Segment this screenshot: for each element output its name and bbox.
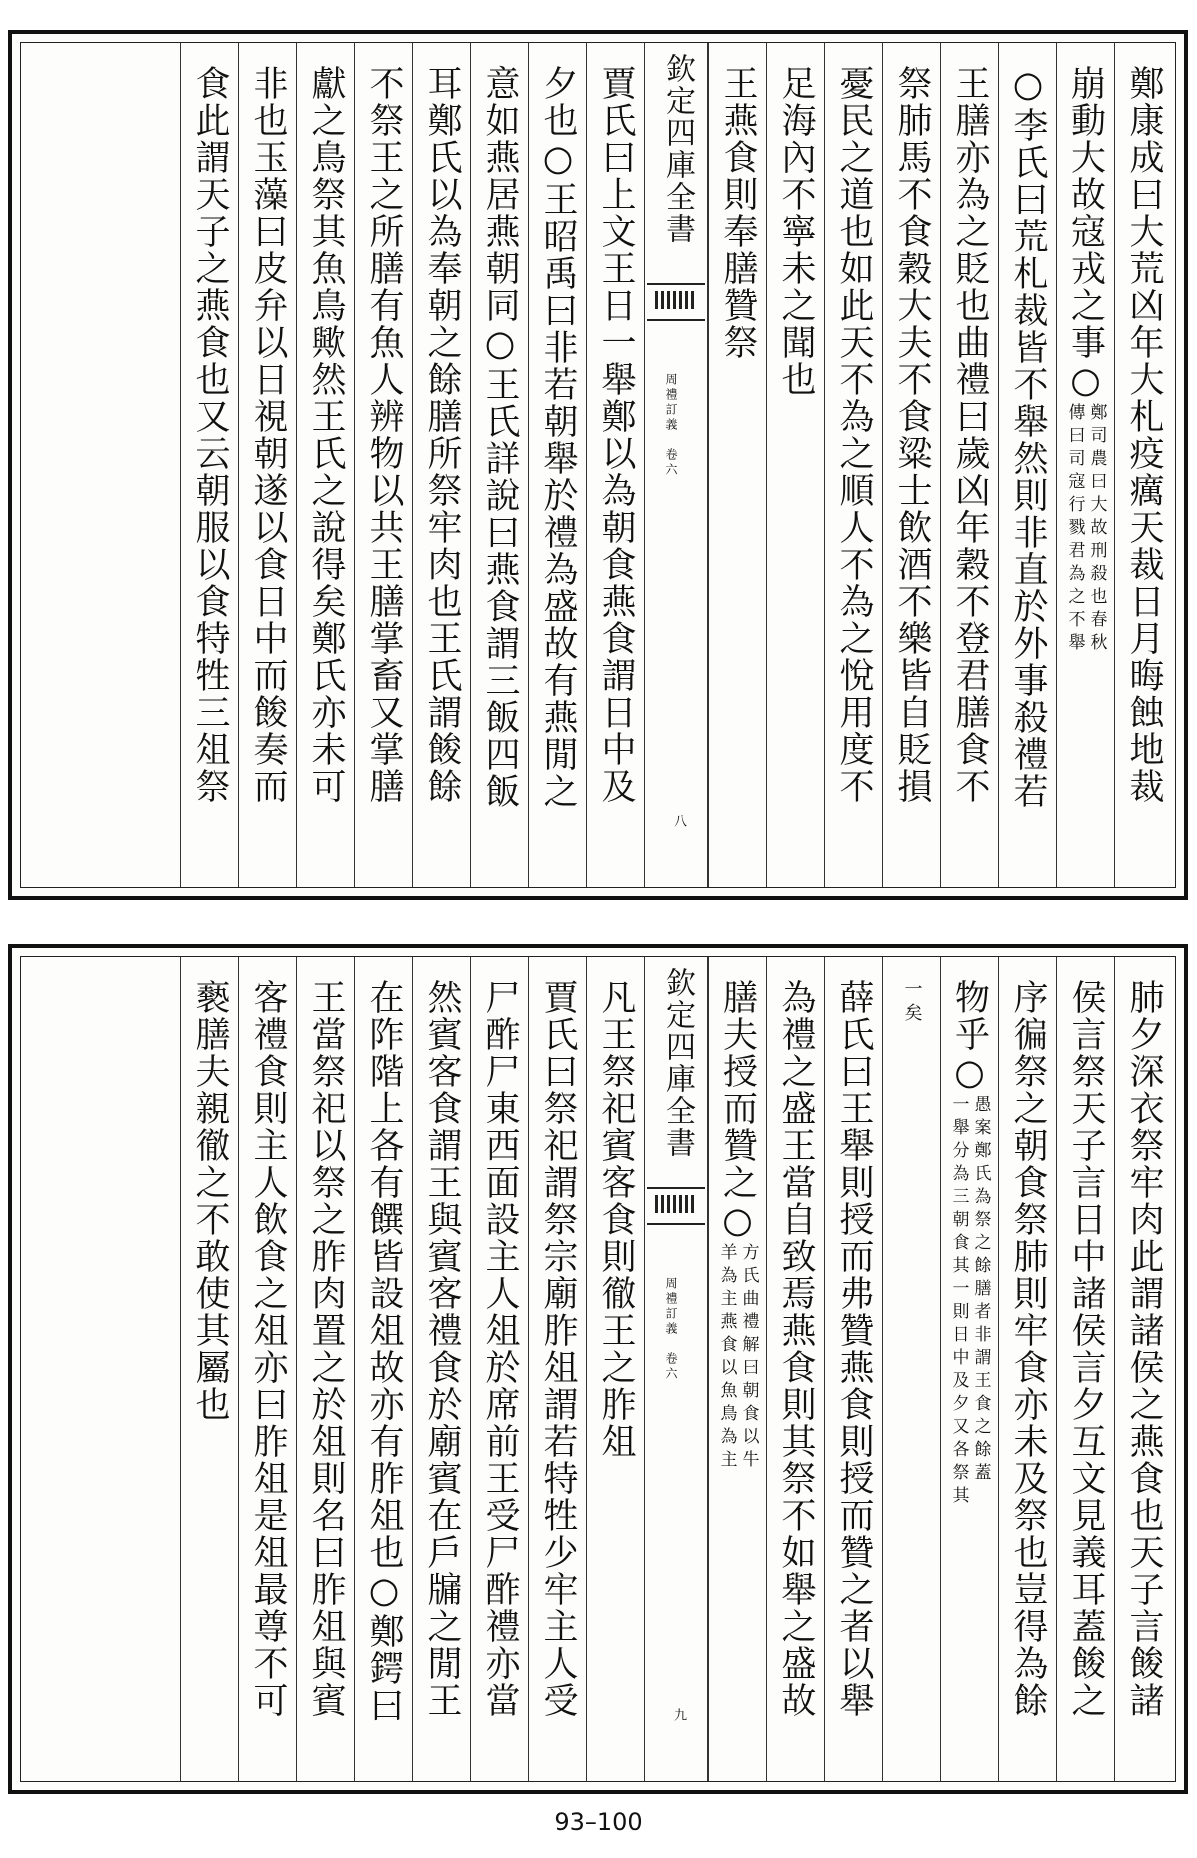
top-page-frame — [20, 42, 1176, 888]
column-text: 膳夫授而贊之○ — [717, 979, 758, 1243]
leaf-number: 九 — [671, 1708, 686, 1721]
column-text: 王燕食則奉膳贊祭 — [718, 65, 758, 361]
text-column — [528, 957, 586, 1781]
text-column — [1056, 43, 1114, 887]
annotation-left: 一舉分為三朝食其一則日中及夕又各祭其 — [948, 1095, 969, 1509]
text-column — [354, 957, 412, 1781]
text-column — [882, 957, 940, 1781]
column-text: 一矣 — [901, 979, 923, 1027]
text-column — [180, 957, 238, 1781]
column-text: 客禮食則主人飲食之俎亦曰胙俎是俎最尊不可 — [248, 979, 288, 1719]
annotation-left: 羊為主燕食以魚鳥為主 — [716, 1243, 737, 1473]
text-column — [998, 957, 1056, 1781]
sub-title — [663, 373, 680, 478]
fish-tail-ornament — [647, 283, 705, 321]
text-column — [238, 43, 296, 887]
column-text: 崩動大故寇戎之事○ — [1065, 65, 1106, 403]
column-text: 薛氏曰王舉則授而弗贊燕食則授而贊之者以舉 — [834, 979, 874, 1719]
column-text: ○李氏曰荒札裁皆不舉然則非直於外事殺禮若 — [1008, 65, 1048, 810]
text-column — [708, 43, 766, 887]
column-text: 在阼階上各有饌皆設俎故亦有胙俎也○鄭鍔曰 — [364, 979, 404, 1724]
column-text: 物乎○ — [949, 979, 990, 1095]
annotation-left: 傳曰司寇行戮君為之不舉 — [1064, 403, 1085, 656]
text-column — [470, 43, 528, 887]
text-column — [412, 43, 470, 887]
center-fold — [644, 957, 708, 1781]
column-text: 王當祭祀以祭之胙肉置之於俎則名曰胙俎與賓 — [306, 979, 346, 1719]
column-text: 不祭王之所膳有魚人辨物以共王膳掌畜又掌膳 — [364, 65, 404, 805]
text-column — [882, 43, 940, 887]
text-column — [1114, 957, 1172, 1781]
text-column — [824, 43, 882, 887]
text-column — [708, 957, 766, 1781]
column-text: 肺夕深衣祭牢肉此謂諸侯之燕食也天子言餕諸 — [1124, 979, 1164, 1719]
sub-title — [663, 1277, 680, 1382]
sub-title-text: 周禮訂義 — [664, 373, 678, 433]
column-text: 耳鄭氏以為奉朝之餘膳所祭牢肉也王氏謂餕餘 — [422, 65, 462, 805]
column-text: 賈氏曰祭祀謂祭宗廟胙俎謂若特牲少牢主人受 — [538, 979, 578, 1719]
column-text: 食此謂天子之燕食也又云朝服以食特牲三俎祭 — [190, 65, 230, 805]
column-text: 獻之鳥祭其魚鳥歟然王氏之說得矣鄭氏亦未可 — [306, 65, 346, 805]
text-column — [412, 957, 470, 1781]
column-text: 然賓客食謂王與賓客禮食於廟賓在戶牖之閒王 — [422, 979, 462, 1719]
column-text: 非也玉藻曰皮弁以日視朝遂以食日中而餕奏而 — [248, 65, 288, 805]
text-column — [766, 957, 824, 1781]
column-text: 祭肺馬不食穀大夫不食粱士飲酒不樂皆自貶損 — [892, 65, 932, 805]
column-text: 賈氏曰上文王日一舉鄭以為朝食燕食謂日中及 — [596, 65, 636, 805]
text-column — [1114, 43, 1172, 887]
column-text: 褻膳夫親徹之不敢使其屬也 — [190, 979, 230, 1423]
column-text: 王膳亦為之貶也曲禮曰歲凶年穀不登君膳食不 — [950, 65, 990, 805]
text-column — [528, 43, 586, 887]
text-column — [940, 43, 998, 887]
text-column — [824, 957, 882, 1781]
column-text: 為禮之盛王當自致焉燕食則其祭不如舉之盛故 — [776, 979, 816, 1719]
text-column — [296, 43, 354, 887]
bottom-page — [8, 944, 1188, 1794]
text-column — [296, 957, 354, 1781]
text-column — [940, 957, 998, 1781]
top-page — [8, 30, 1188, 900]
text-column — [238, 957, 296, 1781]
text-column — [1056, 957, 1114, 1781]
annotation-right: 鄭司農曰大故刑殺也春秋 — [1086, 403, 1107, 656]
book-title: 欽定四庫全書 — [660, 967, 695, 1159]
column-text: 侯言祭天子言日中諸侯言夕互文見義耳蓋餕之 — [1066, 979, 1106, 1719]
column-text: 意如燕居燕朝同○王氏詳說曰燕食謂三飯四飯 — [480, 65, 520, 810]
book-title: 欽定四庫全書 — [660, 53, 695, 245]
text-column — [586, 957, 644, 1781]
fish-tail-ornament — [647, 1187, 705, 1225]
text-column — [470, 957, 528, 1781]
center-fold — [644, 43, 708, 887]
annotation-right: 方氏曲禮解曰朝食以牛 — [738, 1243, 759, 1473]
annotation-right: 愚案鄭氏為祭之餘膳者非謂王食之餘蓋 — [970, 1095, 991, 1486]
text-column — [586, 43, 644, 887]
column-text: 憂民之道也如此天不為之順人不為之悅用度不 — [834, 65, 874, 805]
column-text: 序徧祭之朝食祭肺則牢食亦未及祭也豈得為餘 — [1008, 979, 1048, 1719]
sub-volume: 卷六 — [664, 1352, 678, 1382]
sub-title-text: 周禮訂義 — [664, 1277, 678, 1337]
column-text: 凡王祭祀賓客食則徹王之胙俎 — [596, 979, 636, 1460]
column-text: 尸酢尸東西面設主人俎於席前王受尸酢禮亦當 — [480, 979, 520, 1719]
leaf-number: 八 — [671, 814, 686, 827]
text-column — [180, 43, 238, 887]
text-column — [998, 43, 1056, 887]
text-column — [354, 43, 412, 887]
bottom-page-frame — [20, 956, 1176, 1782]
column-text: 足海內不寧未之聞也 — [776, 65, 816, 398]
page-number: 93–100 — [554, 1808, 643, 1836]
column-text: 夕也○王昭禹曰非若朝舉於禮為盛故有燕閒之 — [538, 65, 578, 810]
sub-volume: 卷六 — [664, 448, 678, 478]
text-column — [766, 43, 824, 887]
column-text: 鄭康成曰大荒凶年大札疫癘天裁日月晦蝕地裁 — [1124, 65, 1164, 805]
